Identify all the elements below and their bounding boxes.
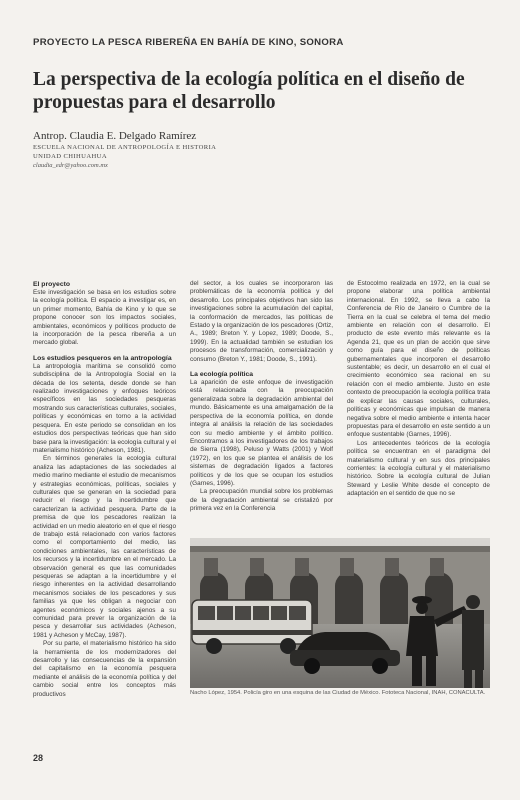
section-heading-ecologia-politica: La ecología política	[190, 371, 254, 379]
institution-line-1: ESCUELA NACIONAL DE ANTROPOLOGÍA E HISTORIA	[33, 144, 217, 151]
paragraph: Los antecedentes teóricos de la ecología política se encuentran en el paradigma del materialismo cultural y en sus dos principales corrientes: la ecología cultural y el materialismo histórico. Sobre la ecología cultural de Julian Steward y Leslie White desde el concepto de adaptación en el sentido de que no se	[347, 439, 490, 498]
paragraph: Este investigación se basa en los estudios sobre la ecología política. El espacio a investigar es, en un primer momento, Bahía de Kino y lo que se propone conocer son los impactos sociales, ambientales, económicos y políticos producto de la incorporación de la pesca ribereña a un mercado global.	[33, 289, 176, 347]
article-title: La perspectiva de la ecología política en el diseño de propuestas para el desarrollo	[33, 69, 465, 113]
street-scene-image	[190, 538, 490, 688]
paragraph: En términos generales la ecología cultural analiza las adaptaciones de las sociedades al medio marino mediante el estudio de mecanismos y estrategias económicas, políticas, sociales y culturales que se generan en la sociedad para reducir el riesgo y la incertidumbre que caracterizan la actividad pesquera. Parte de la premisa de que los pescadores realizan la actividad en un medio aleatorio en el que el riesgo de trabajo está relacionado con varios factores como el comportamiento del medio, las condiciones ambientales, las características de los recursos y la incertidumbre en el mercado. La observación general es que las comunidades pesqueras se adaptan a la incertidumbre y el riesgo inherentes en la actividad desarrollando mecanismos sociales de los pescadores y sus familias ya que les obligan a negociar con agentes económicos y sociales ajenos a su comunidad para prever la organización de la pesca y desarrollar sus actividades (Acheson, 1981 y Acheson y McCay, 1987).	[33, 455, 176, 639]
paragraph: de Estocolmo realizada en 1972, en la cual se propone elaborar una política ambiental internacional. En 1992, se lleva a cabo la Conferencia de Río de Janeiro o Cumbre de la Tierra en la cual se celebra el tema del medio ambiente en relación con el desarrollo. El producto de este evento más relevante es la Agenda 21, que es un plan de acción que sirve como guía para el diseño de políticas gubernamentales que incorporen el desarrollo sustentable; es decir, un desarrollo en el cual el crecimiento económico sea racional en su relación con el medio ambiente. Justo en este contexto de preocupación la ecología política trata de explicar las causas sociales, culturales, políticas y económicas que impulsan de manera negativa sobre el medio ambiente e intenta hacer propuestas para el desarrollo en este sentido a un enfoque sustentable (Garnes, 1996).	[347, 280, 490, 439]
text-column-1	[33, 280, 176, 720]
paragraph: La aparición de este enfoque de investigación está relacionada con la preocupación generalizada sobre la degradación ambiental del mundo. Básicamente es una amalgamación de la perspectiva de la economía política, en donde integra al análisis la relación de las sociedades con su medio ambiente y el ámbito político. Encontramos a los investigadores de los trabajos de Sierra (1998), Peluso y Watts (2001) y Wolf (1972), en los que se plantea el análisis de los sistemas de degradación ligados a factores políticos y de los que se ocupan los estudios (Garnes, 1996).	[190, 379, 333, 487]
section-kicker: PROYECTO LA PESCA RIBEREÑA EN BAHÍA DE KINO, SONORA	[33, 37, 344, 48]
byline	[33, 130, 333, 171]
author-email: claudia_edr@yahoo.com.mx	[33, 162, 108, 169]
section-heading-antropologia: Los estudios pesqueros en la antropología	[33, 354, 172, 362]
section-heading-proyecto: El proyecto	[33, 281, 71, 288]
text-column-3	[347, 280, 490, 535]
institution-line-2: UNIDAD CHIHUAHUA	[33, 153, 107, 160]
author-name: Antrop. Claudia E. Delgado Ramírez	[33, 130, 197, 142]
text-column-2	[190, 280, 333, 530]
page-number: 28	[33, 753, 44, 763]
paragraph: La antropología marítima se consolidó como subdisciplina de la Antropología Social en la década de los setenta, desde donde se han realizado investigaciones y enfoques teóricos específicos en las sociedades pesqueras mostrando sus características culturales, sociales, políticas y económicas en torno a la actividad pesquera. En este periodo se consolidan en los estudios dos perspectivas teóricas que han sido base para la investigación: la ecología cultural y el materialismo histórico (Acheson, 1981).	[33, 362, 176, 454]
paragraph: Por su parte, el materialismo histórico ha sido la herramienta de los modernizadores del desarrollo y las consecuencias de la expansión del capitalismo en la economía pesquera mediante el análisis de la economía política y del cambio social entre los conceptos más productivos	[33, 640, 176, 698]
paragraph: del sector, a los cuales se incorporaron las problemáticas de la economía política y del desarrollo. Los principales objetivos han sido las investigaciones sobre la acumulación del capital, la conformación de mercados, las políticas de Estado y la organización de los pescadores (Ortiz, A., 1989; Breton Y. y Lopez, 1989; Doode, S., 1999). En la actualidad también se estudian los procesos de transformación, comercialización y consumo (Breton Y., 1981; Doode, S., 1991).	[190, 280, 333, 363]
paragraph: La preocupación mundial sobre los problemas de la degradación ambiental se cristalizó por primera vez en la Conferencia	[190, 488, 333, 513]
photo-caption: Nacho López, 1954. Policía giro en una esquina de las Ciudad de México. Fototeca Nacional, INAH, CONACULTA.	[190, 690, 486, 696]
street-photo	[190, 538, 490, 688]
